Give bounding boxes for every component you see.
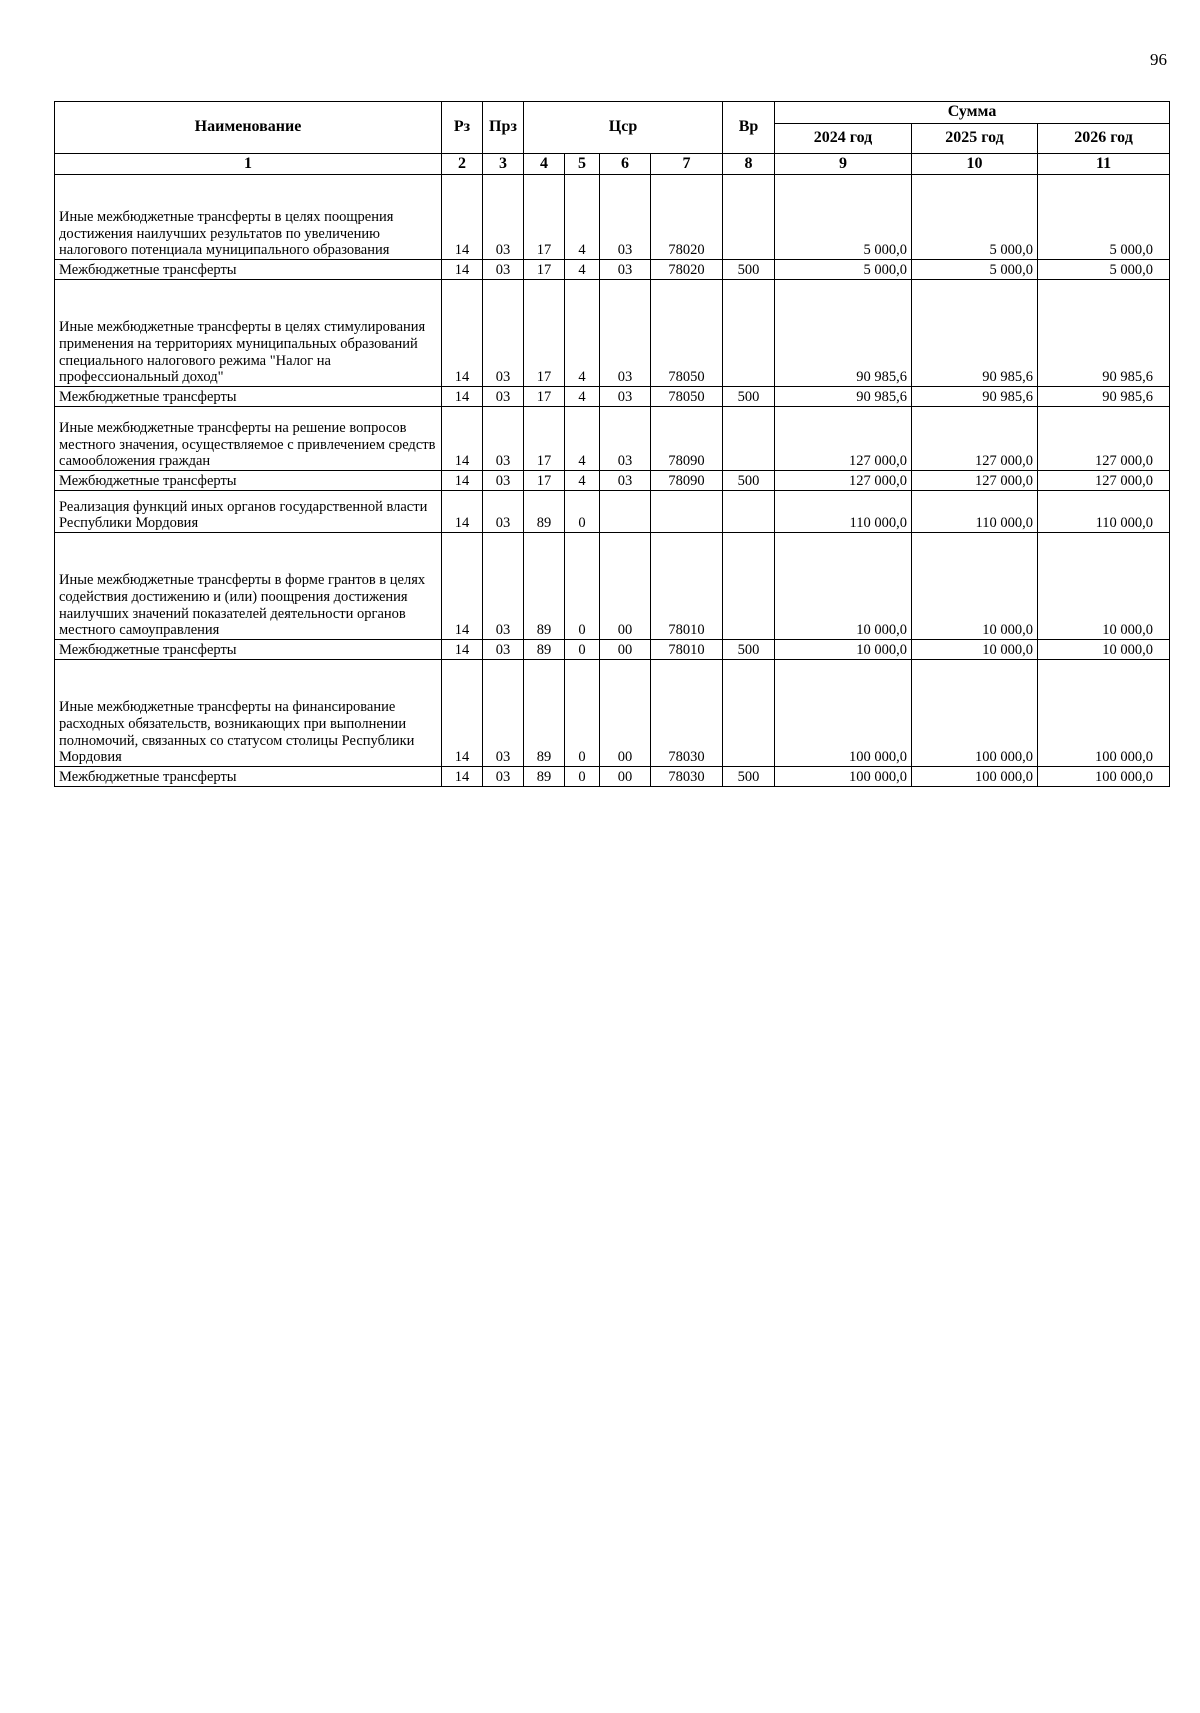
row-name: Иные межбюджетные трансферты в целях поощрения достижения наилучших результатов по увеличению налогового потенциала муниципального образования bbox=[55, 175, 442, 260]
table-row bbox=[55, 491, 1170, 533]
header-year-2026: 2026 год bbox=[1038, 124, 1170, 154]
row-csr-program: 89 bbox=[524, 533, 565, 640]
row-sum-2026: 5 000,0 bbox=[1038, 260, 1170, 280]
header-csr: Цср bbox=[524, 102, 723, 154]
row-csr-direction: 78090 bbox=[651, 471, 723, 491]
row-csr-main-event: 03 bbox=[600, 260, 651, 280]
row-vr bbox=[723, 175, 775, 260]
row-csr-main-event: 00 bbox=[600, 767, 651, 787]
row-rz: 14 bbox=[442, 280, 483, 387]
row-csr-program: 17 bbox=[524, 471, 565, 491]
row-vr: 500 bbox=[723, 387, 775, 407]
row-csr-type: 4 bbox=[565, 407, 600, 471]
row-rz: 14 bbox=[442, 387, 483, 407]
row-csr-program: 17 bbox=[524, 280, 565, 387]
row-rz: 14 bbox=[442, 407, 483, 471]
row-name: Межбюджетные трансферты bbox=[55, 260, 442, 280]
row-sum-2025: 10 000,0 bbox=[912, 640, 1038, 660]
row-csr-program: 17 bbox=[524, 407, 565, 471]
row-prz: 03 bbox=[483, 387, 524, 407]
row-csr-program: 17 bbox=[524, 260, 565, 280]
table-body bbox=[55, 175, 1170, 787]
row-csr-direction: 78010 bbox=[651, 533, 723, 640]
row-csr-type: 0 bbox=[565, 767, 600, 787]
row-prz: 03 bbox=[483, 491, 524, 533]
row-sum-2024: 100 000,0 bbox=[775, 767, 912, 787]
row-sum-2026: 127 000,0 bbox=[1038, 471, 1170, 491]
row-name: Иные межбюджетные трансферты в форме грантов в целях содействия достижению и (или) поощрения достижения наилучших значений показателей деятельности органов местного самоуправления bbox=[55, 533, 442, 640]
column-number: 11 bbox=[1038, 154, 1170, 175]
column-number: 5 bbox=[565, 154, 600, 175]
row-sum-2025: 110 000,0 bbox=[912, 491, 1038, 533]
row-sum-2026: 10 000,0 bbox=[1038, 533, 1170, 640]
row-prz: 03 bbox=[483, 767, 524, 787]
row-name: Иные межбюджетные трансферты в целях стимулирования применения на территориях муниципальных образований специального налогового режима "Налог на профессиональный доход" bbox=[55, 280, 442, 387]
row-csr-main-event bbox=[600, 491, 651, 533]
column-number: 4 bbox=[524, 154, 565, 175]
table-row bbox=[55, 471, 1170, 491]
row-name: Межбюджетные трансферты bbox=[55, 640, 442, 660]
row-rz: 14 bbox=[442, 260, 483, 280]
row-vr: 500 bbox=[723, 471, 775, 491]
row-csr-direction: 78030 bbox=[651, 660, 723, 767]
column-number: 7 bbox=[651, 154, 723, 175]
row-vr: 500 bbox=[723, 260, 775, 280]
table-row bbox=[55, 387, 1170, 407]
column-numbers-row bbox=[55, 154, 1170, 175]
row-sum-2026: 5 000,0 bbox=[1038, 175, 1170, 260]
row-prz: 03 bbox=[483, 280, 524, 387]
row-sum-2026: 90 985,6 bbox=[1038, 280, 1170, 387]
row-prz: 03 bbox=[483, 260, 524, 280]
row-sum-2026: 127 000,0 bbox=[1038, 407, 1170, 471]
column-number: 2 bbox=[442, 154, 483, 175]
row-csr-type: 4 bbox=[565, 280, 600, 387]
row-sum-2026: 110 000,0 bbox=[1038, 491, 1170, 533]
row-sum-2026: 10 000,0 bbox=[1038, 640, 1170, 660]
row-sum-2024: 100 000,0 bbox=[775, 660, 912, 767]
row-vr bbox=[723, 533, 775, 640]
column-number: 10 bbox=[912, 154, 1038, 175]
row-rz: 14 bbox=[442, 640, 483, 660]
row-sum-2024: 127 000,0 bbox=[775, 471, 912, 491]
header-vr: Вр bbox=[723, 102, 775, 154]
row-vr: 500 bbox=[723, 767, 775, 787]
row-csr-main-event: 03 bbox=[600, 387, 651, 407]
row-csr-type: 0 bbox=[565, 491, 600, 533]
row-prz: 03 bbox=[483, 407, 524, 471]
table-row bbox=[55, 260, 1170, 280]
row-prz: 03 bbox=[483, 640, 524, 660]
row-csr-main-event: 03 bbox=[600, 407, 651, 471]
row-csr-direction bbox=[651, 491, 723, 533]
row-vr bbox=[723, 280, 775, 387]
row-prz: 03 bbox=[483, 533, 524, 640]
row-csr-type: 0 bbox=[565, 533, 600, 640]
row-sum-2024: 90 985,6 bbox=[775, 387, 912, 407]
table-row bbox=[55, 767, 1170, 787]
row-csr-program: 89 bbox=[524, 640, 565, 660]
column-number: 1 bbox=[55, 154, 442, 175]
row-sum-2024: 5 000,0 bbox=[775, 260, 912, 280]
row-csr-program: 89 bbox=[524, 491, 565, 533]
row-prz: 03 bbox=[483, 175, 524, 260]
row-name: Межбюджетные трансферты bbox=[55, 387, 442, 407]
row-name: Межбюджетные трансферты bbox=[55, 767, 442, 787]
table-row bbox=[55, 660, 1170, 767]
column-number: 6 bbox=[600, 154, 651, 175]
row-sum-2024: 110 000,0 bbox=[775, 491, 912, 533]
table-row bbox=[55, 407, 1170, 471]
row-csr-program: 89 bbox=[524, 767, 565, 787]
row-csr-main-event: 03 bbox=[600, 280, 651, 387]
row-csr-direction: 78020 bbox=[651, 260, 723, 280]
row-sum-2024: 90 985,6 bbox=[775, 280, 912, 387]
row-sum-2024: 5 000,0 bbox=[775, 175, 912, 260]
row-name: Реализация функций иных органов государственной власти Республики Мордовия bbox=[55, 491, 442, 533]
table-row bbox=[55, 175, 1170, 260]
row-sum-2025: 100 000,0 bbox=[912, 660, 1038, 767]
row-sum-2025: 5 000,0 bbox=[912, 175, 1038, 260]
row-name: Иные межбюджетные трансферты на решение вопросов местного значения, осуществляемое с привлечением средств самообложения граждан bbox=[55, 407, 442, 471]
row-csr-main-event: 00 bbox=[600, 533, 651, 640]
header-rz: Рз bbox=[442, 102, 483, 154]
row-rz: 14 bbox=[442, 533, 483, 640]
row-csr-direction: 78050 bbox=[651, 387, 723, 407]
row-csr-main-event: 03 bbox=[600, 471, 651, 491]
row-sum-2024: 10 000,0 bbox=[775, 533, 912, 640]
row-rz: 14 bbox=[442, 471, 483, 491]
row-sum-2024: 127 000,0 bbox=[775, 407, 912, 471]
column-number: 3 bbox=[483, 154, 524, 175]
row-sum-2025: 90 985,6 bbox=[912, 387, 1038, 407]
row-csr-program: 17 bbox=[524, 175, 565, 260]
row-sum-2025: 127 000,0 bbox=[912, 407, 1038, 471]
row-prz: 03 bbox=[483, 471, 524, 491]
column-number: 8 bbox=[723, 154, 775, 175]
header-year-2025: 2025 год bbox=[912, 124, 1038, 154]
row-csr-program: 89 bbox=[524, 660, 565, 767]
row-vr bbox=[723, 491, 775, 533]
row-csr-direction: 78010 bbox=[651, 640, 723, 660]
row-prz: 03 bbox=[483, 660, 524, 767]
row-sum-2026: 100 000,0 bbox=[1038, 767, 1170, 787]
row-csr-type: 4 bbox=[565, 175, 600, 260]
row-name: Иные межбюджетные трансферты на финансирование расходных обязательств, возникающих при выполнении полномочий, связанных со статусом столицы Республики Мордовия bbox=[55, 660, 442, 767]
row-sum-2024: 10 000,0 bbox=[775, 640, 912, 660]
header-prz: Прз bbox=[483, 102, 524, 154]
table-row bbox=[55, 280, 1170, 387]
row-csr-main-event: 03 bbox=[600, 175, 651, 260]
row-vr bbox=[723, 660, 775, 767]
row-rz: 14 bbox=[442, 175, 483, 260]
row-csr-main-event: 00 bbox=[600, 660, 651, 767]
row-sum-2026: 100 000,0 bbox=[1038, 660, 1170, 767]
row-csr-direction: 78030 bbox=[651, 767, 723, 787]
column-number: 9 bbox=[775, 154, 912, 175]
header-summa: Сумма bbox=[775, 102, 1170, 124]
row-csr-main-event: 00 bbox=[600, 640, 651, 660]
header-name: Наименование bbox=[55, 102, 442, 154]
budget-table bbox=[54, 101, 1170, 787]
row-csr-type: 0 bbox=[565, 640, 600, 660]
row-csr-program: 17 bbox=[524, 387, 565, 407]
row-sum-2025: 100 000,0 bbox=[912, 767, 1038, 787]
row-csr-type: 0 bbox=[565, 660, 600, 767]
page-number: 96 bbox=[1150, 50, 1167, 69]
row-vr bbox=[723, 407, 775, 471]
table-row bbox=[55, 533, 1170, 640]
table-header bbox=[55, 102, 1170, 175]
row-vr: 500 bbox=[723, 640, 775, 660]
row-rz: 14 bbox=[442, 767, 483, 787]
row-sum-2026: 90 985,6 bbox=[1038, 387, 1170, 407]
header-year-2024: 2024 год bbox=[775, 124, 912, 154]
row-sum-2025: 90 985,6 bbox=[912, 280, 1038, 387]
row-rz: 14 bbox=[442, 491, 483, 533]
row-csr-direction: 78020 bbox=[651, 175, 723, 260]
table-row bbox=[55, 640, 1170, 660]
row-sum-2025: 127 000,0 bbox=[912, 471, 1038, 491]
row-csr-type: 4 bbox=[565, 260, 600, 280]
row-rz: 14 bbox=[442, 660, 483, 767]
row-csr-direction: 78050 bbox=[651, 280, 723, 387]
row-sum-2025: 5 000,0 bbox=[912, 260, 1038, 280]
row-name: Межбюджетные трансферты bbox=[55, 471, 442, 491]
row-csr-direction: 78090 bbox=[651, 407, 723, 471]
row-csr-type: 4 bbox=[565, 471, 600, 491]
row-csr-type: 4 bbox=[565, 387, 600, 407]
row-sum-2025: 10 000,0 bbox=[912, 533, 1038, 640]
